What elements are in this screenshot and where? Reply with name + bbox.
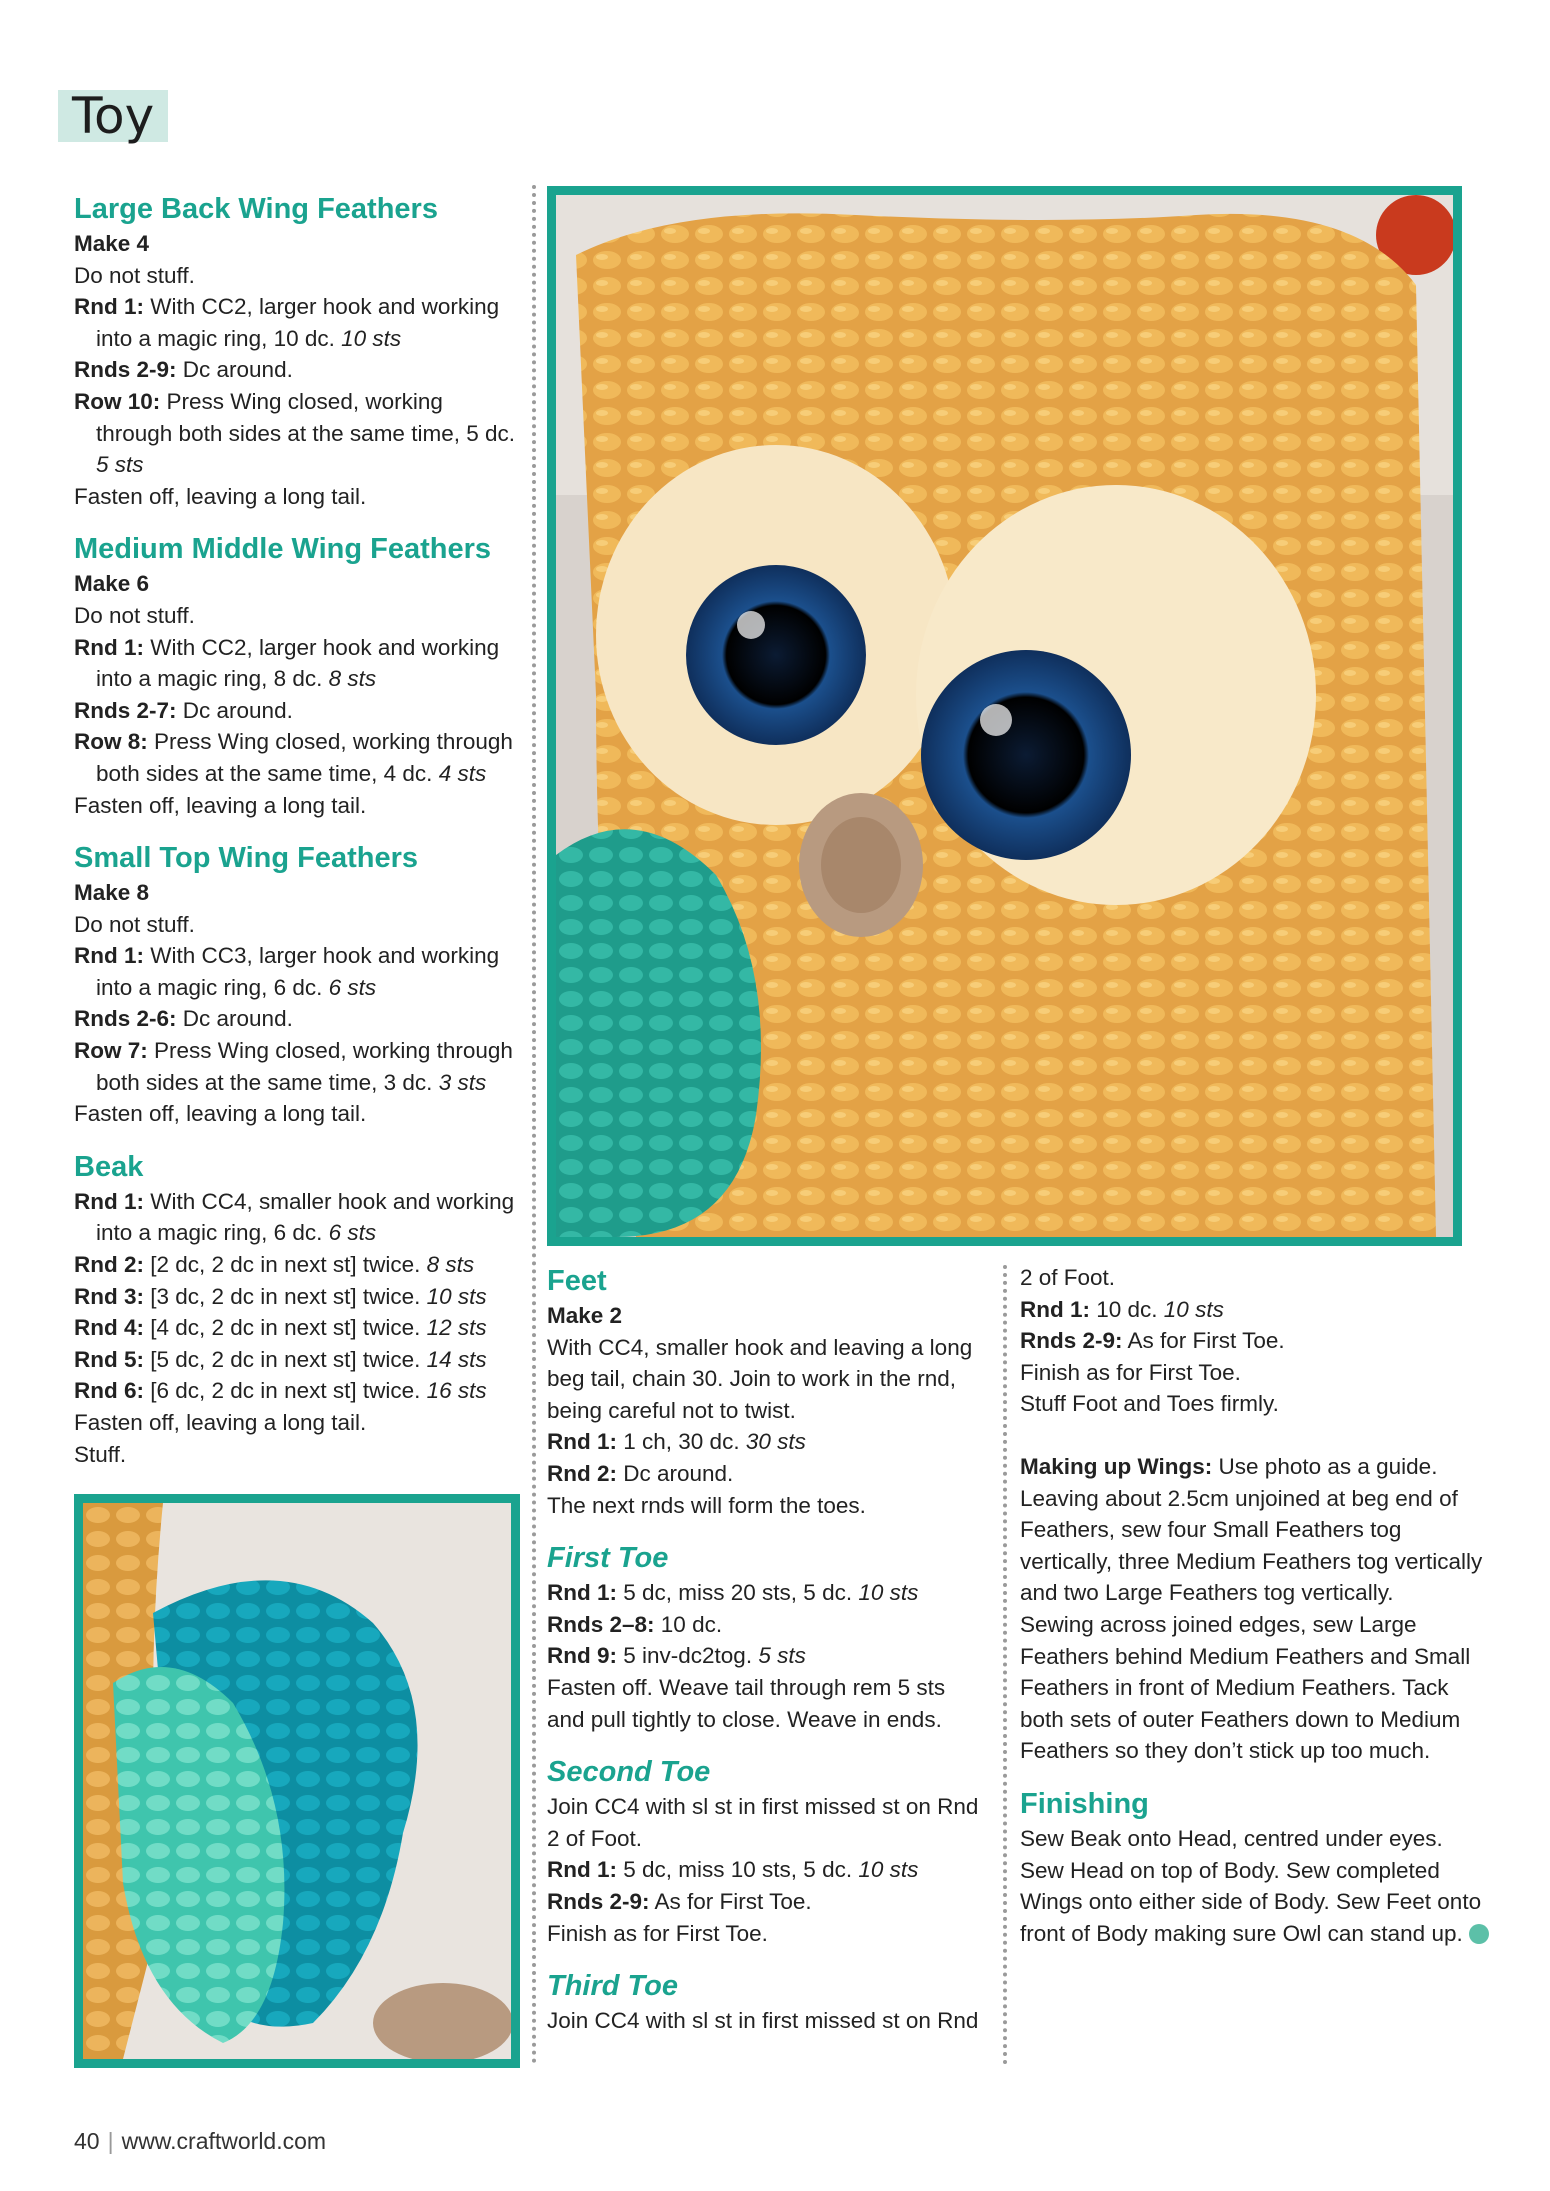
round-line: Rnds 2-9: As for First Toe. — [1020, 1328, 1285, 1354]
column-divider — [532, 185, 536, 2065]
finish-note: Finish as for First Toe. — [1020, 1359, 1241, 1385]
make-count: Make 6 — [74, 571, 150, 597]
note: Do not stuff. — [74, 262, 195, 288]
column-right — [1020, 1262, 1490, 1949]
heading-first-toe: First Toe — [547, 1542, 669, 1575]
round-line: Rnd 1: 1 ch, 30 dc. 30 sts — [547, 1429, 806, 1455]
making-up-wings: Making up Wings: Use photo as a guide. Leaving about 2.5cm unjoined at beg end of Feathers, sew four Small Feathers tog vertically, three Medium Feathers tog vertically and two Large Feathers tog vertically. — [1020, 1453, 1483, 1606]
round-line: Rnd 1: 10 dc. 10 sts — [1020, 1296, 1224, 1322]
sewing-text: Sewing across joined edges, sew Large Feathers behind Medium Feathers and Small Feathers in front of Medium Feathers. Tack both sets of outer Feathers down to Medium Feathers so they don’t stick up too much. — [1020, 1611, 1471, 1764]
fasten-off: Fasten off, leaving a long tail. — [74, 1410, 367, 1435]
round-line: Rnd 1: 5 dc, miss 10 sts, 5 dc. 10 sts — [547, 1857, 919, 1883]
fasten-off: Fasten off. Weave tail through rem 5 sts and pull tightly to close. Weave in ends. — [547, 1674, 946, 1732]
round-line: Rnds 2-9: Dc around. — [74, 357, 293, 383]
yarn-ball-icon — [1469, 1924, 1489, 1944]
round-line: Rnd 3: [3 dc, 2 dc in next st] twice. 10 sts — [74, 1283, 487, 1309]
footer-separator: | — [107, 2128, 114, 2154]
intro: With CC4, smaller hook and leaving a long beg tail, chain 30. Join to work in the rnd, being careful not to twist. — [547, 1334, 973, 1423]
stuff-note: Stuff. — [74, 1441, 127, 1467]
round-line: Rnds 2–8: 10 dc. — [547, 1611, 723, 1637]
section-tab: Toy — [58, 90, 168, 142]
round-line: Rnds 2-6: Dc around. — [74, 1006, 293, 1032]
note: Do not stuff. — [74, 911, 195, 937]
column-middle — [547, 1262, 987, 2037]
heading-small-wing: Small Top Wing Feathers — [74, 842, 419, 875]
heading-finishing: Finishing — [1020, 1787, 1149, 1820]
round-line: Rnd 1: With CC2, larger hook and working into a magic ring, 8 dc. 8 sts — [74, 634, 500, 692]
round-line: Rnd 2: Dc around. — [547, 1460, 734, 1486]
intro: Join CC4 with sl st in first missed st on Rnd — [547, 2008, 979, 2034]
note: Do not stuff. — [74, 602, 195, 628]
wing-photo — [74, 1494, 520, 2068]
heading-second-toe: Second Toe — [547, 1756, 711, 1789]
website-link[interactable]: www.craftworld.com — [121, 2128, 327, 2154]
make-count: Make 4 — [74, 231, 150, 256]
round-line: Rnd 1: With CC4, smaller hook and working into a magic ring, 6 dc. 6 sts — [74, 1188, 515, 1246]
heading-beak: Beak — [74, 1150, 144, 1183]
fasten-off: Fasten off, leaving a long tail. — [74, 792, 367, 818]
finishing-text: Sew Beak onto Head, centred under eyes. Sew Head on top of Body. Sew completed Wings onto either side of Body. Sew Feet onto front of Body making sure Owl can stand up. — [1020, 1823, 1490, 1949]
fasten-off: Fasten off, leaving a long tail. — [74, 1101, 367, 1127]
intro: Join CC4 with sl st in first missed st on Rnd 2 of Foot. — [547, 1794, 979, 1851]
heading-third-toe: Third Toe — [547, 1970, 679, 2003]
wing-illustration — [83, 1503, 511, 2059]
heading-medium-wing: Medium Middle Wing Feathers — [74, 533, 492, 566]
fasten-off: Fasten off, leaving a long tail. — [74, 483, 367, 509]
round-line: Rnd 1: With CC3, larger hook and working into a magic ring, 6 dc. 6 sts — [74, 943, 500, 1000]
round-line: Rnd 2: [2 dc, 2 dc in next st] twice. 8 sts — [74, 1252, 475, 1278]
make-count: Make 8 — [74, 880, 150, 906]
column-left — [74, 190, 524, 1470]
page-number: 40 — [74, 2128, 100, 2154]
round-line: Rnd 1: With CC2, larger hook and working into a magic ring, 10 dc. 10 sts — [74, 294, 500, 351]
round-line: Rnd 9: 5 inv-dc2tog. 5 sts — [547, 1643, 806, 1669]
round-line: Row 8: Press Wing closed, working through both sides at the same time, 4 dc. 4 sts — [74, 729, 513, 786]
round-line: Rnds 2-9: As for First Toe. — [547, 1888, 812, 1914]
round-line: Row 10: Press Wing closed, working through both sides at the same time, 5 dc. 5 sts — [74, 388, 515, 478]
round-line: Rnd 6: [6 dc, 2 dc in next st] twice. 16 sts — [74, 1378, 487, 1404]
owl-photo — [547, 186, 1462, 1246]
heading-feet: Feet — [547, 1265, 607, 1297]
page-footer — [74, 2128, 326, 2155]
column-divider — [1003, 1265, 1007, 2065]
round-line: Rnd 5: [5 dc, 2 dc in next st] twice. 14 sts — [74, 1346, 487, 1372]
make-count: Make 2 — [547, 1303, 623, 1328]
round-line: Row 7: Press Wing closed, working through both sides at the same time, 3 dc. 3 sts — [74, 1038, 513, 1095]
note: The next rnds will form the toes. — [547, 1492, 866, 1518]
round-line: Rnd 1: 5 dc, miss 20 sts, 5 dc. 10 sts — [547, 1580, 919, 1606]
round-line: Rnds 2-7: Dc around. — [74, 697, 293, 723]
heading-large-wing: Large Back Wing Feathers — [74, 193, 438, 225]
owl-illustration — [556, 195, 1453, 1237]
round-line: Rnd 4: [4 dc, 2 dc in next st] twice. 12 sts — [74, 1315, 487, 1341]
continued-text: 2 of Foot. — [1020, 1265, 1116, 1290]
stuff-note: Stuff Foot and Toes firmly. — [1020, 1391, 1279, 1417]
finish-note: Finish as for First Toe. — [547, 1920, 768, 1946]
